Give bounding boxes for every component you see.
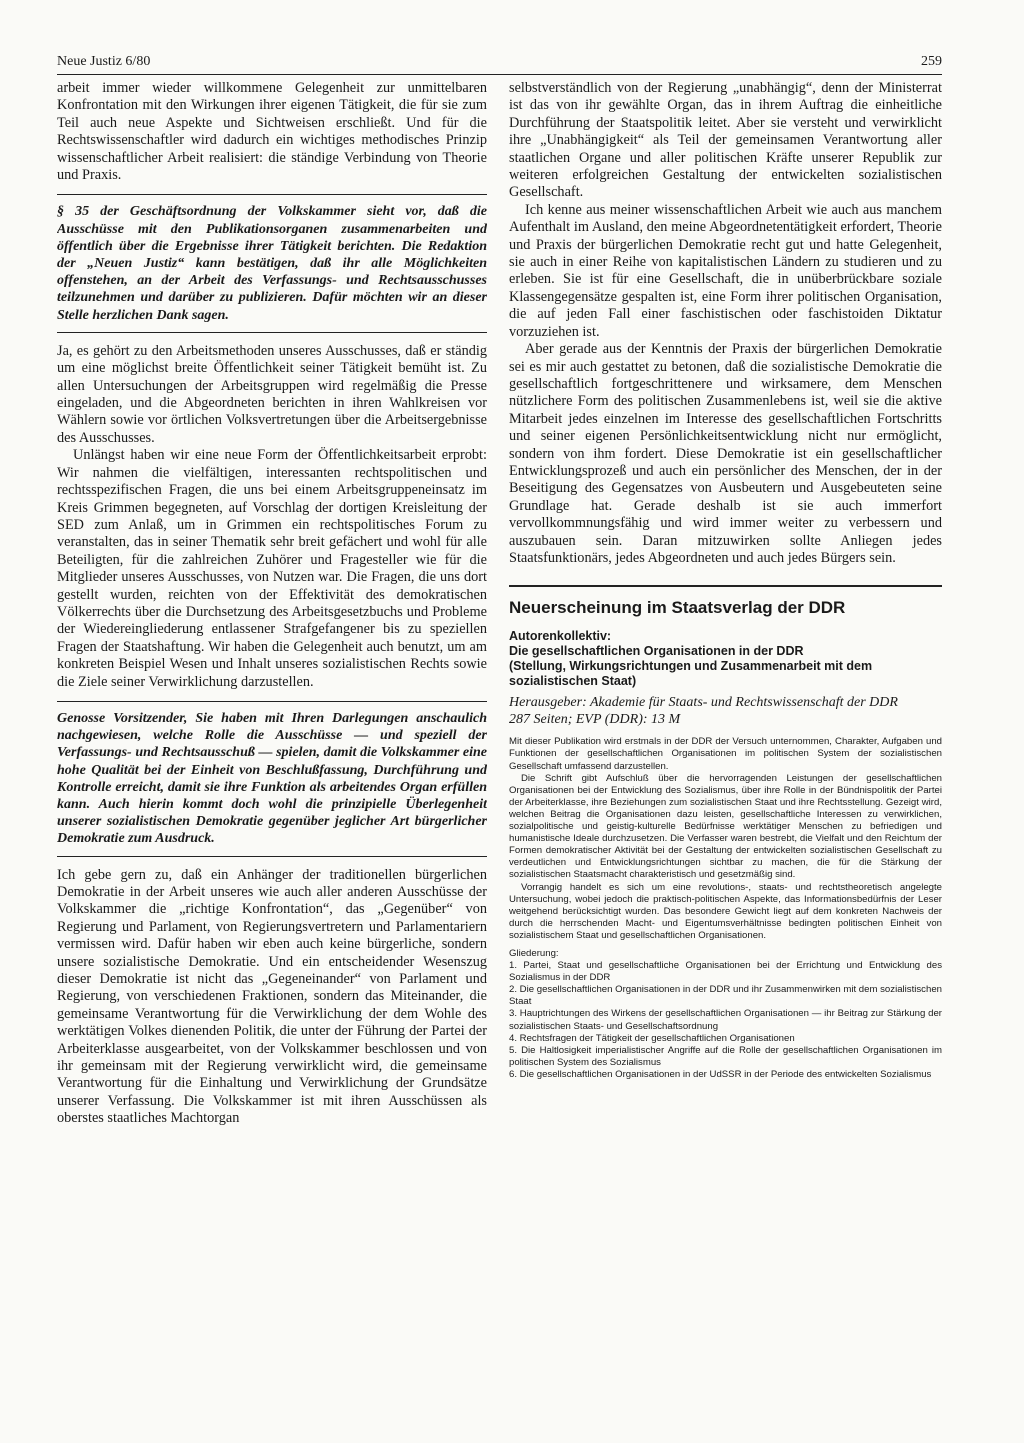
review-paragraph: Vorrangig handelt es sich um eine revolutions-, staats- und rechtstheoretisch angelegte Untersuchung, wobei jedoch die praktisch-politischen Aspekte, das Informationsbedürfnis der Leser weitgehend berücksichtigt wurden. Das besondere Gewicht liegt auf dem konkreten Nachweis der durch die herrschenden Macht- und Eigentumsverhältnisse bedingten politischen Einheit von sozialistischem Staat und gesellschaftlichen Organisationen. bbox=[509, 881, 942, 941]
review-paragraph: Mit dieser Publikation wird erstmals in der DDR der Versuch unternommen, Charakter, Aufgaben und Funktionen der gesellschaftlichen Organisationen im politischen System der sozialistischen Gesellschaft umfassend darzustellen. bbox=[509, 736, 942, 772]
publisher-text: Herausgeber: Akademie für Staats- und Rechtswissenschaft der DDR bbox=[509, 695, 898, 711]
book-review bbox=[509, 736, 942, 1081]
editorial-note-text: § 35 der Geschäftsordnung der Volkskammer sieht vor, daß die Ausschüsse mit den Publikationsorganen zusammenarbeiten und öffentlich über die Ergebnisse ihrer Tätigkeit berichten. Die Redaktion der „Neuen Justiz“ kann bestätigen, daß ihr alle Möglichkeiten offenstehen, an der Arbeit des Verfassungs- und Rechtsausschusses teilzunehmen und darüber zu publizieren. Dafür möchten wir an dieser Stelle herzlichen Dank sagen. bbox=[57, 204, 487, 323]
section-rule bbox=[509, 585, 942, 587]
toc-item: 6. Die gesellschaftlichen Organisationen in der UdSSR in der Periode des entwickelten Sozialismus bbox=[509, 1068, 932, 1080]
toc-item: 1. Partei, Staat und gesellschaftliche Organisationen bei der Errichtung und Entwicklung des Sozialismus in der DDR bbox=[509, 960, 942, 984]
left-column bbox=[57, 80, 487, 1353]
review-paragraph: Die Schrift gibt Aufschluß über die hervorragenden Leistungen der gesellschaftlichen Organisationen bei der Entwicklung des Sozialismus, über ihre Rolle in der Bündnispolitik der Partei der Arbeiterklasse, ihre Beziehungen zum sozialistischen Staat und ihre Rechtsstellung. Gezeigt wird, welchen Beitrag die Organisationen dazu leisten, gesellschaftliche Interessen zu verwirklichen, sozialpolitische und geistig-kulturelle Bedürfnisse werktätiger Menschen zu befriedigen und humanistische Ideale durchzusetzen. Die Verfasser waren bestrebt, die Vielfalt und den Reichtum der Formen demokratischer Aktivität bei der Gestaltung der entwickelten sozialistischen Gesellschaft zu verdeutlichen und Entwicklungsrichtungen sichtbar zu machen, die für die Stärkung der sozialistischen Staatsmacht charakteristisch und gesetzmäßig sind. bbox=[509, 772, 942, 881]
authors-label: Autorenkollektiv: bbox=[509, 629, 612, 644]
editorial-note bbox=[57, 194, 487, 332]
pages-price: 287 Seiten; EVP (DDR): 13 M bbox=[509, 711, 681, 727]
right-column bbox=[509, 80, 942, 1353]
paragraph: Unlängst haben wir eine neue Form der Öffentlichkeitsarbeit erprobt: Wir nahmen die vielfältigen, interessanten rechtspolitischen und rechtsspezifischen Fragen, die uns bei einem Arbeitsgruppeneinsatz im Kreis Grimmen begegneten, auf Vorschlag der dortigen Kreisleitung der SED zum Anlaß, um in Grimmen ein rechtspolitisches Forum zu veranstalten, das in seiner Thematik sehr breit gefächert und wohl für alle Beteiligten, für die zahlreichen Zuhörer und Fragesteller wie für die Mitglieder unseres Ausschusses, von Nutzen war. Die Fragen, die uns dort gestellt wurden, reichten von der Effektivität des demokratischen Völkerrechts über die Durchsetzung des Arbeitsgesetzbuchs und Probleme der Wiedereingliederung entlassener Strafgefangener bis zu speziellen Fragen der Staatshaftung. Wir haben die Gelegenheit auch benutzt, um am konkreten Beispiel Wesen und Inhalt unseres sozialistischen Rechts sowie die Ziele seiner Verwirklichung darzustellen. bbox=[57, 447, 487, 690]
paragraph: selbstverständlich von der Regierung „unabhängig“, denn der Ministerrat ist das von ihr gewählte Organ, das in ihrem Auftrag die einheitliche Durchführung der Staatspolitik leitet. Aber sie versteht und verwirklicht ihre „Unabhängigkeit“ als Teil der gemeinsamen Verantwortung aller staatlichen Organe und aller politischen Kräfte unserer Republik zur weiteren erfolgreichen Gestaltung der entwickelten sozialistischen Gesellschaft. bbox=[509, 80, 942, 201]
toc-item: 2. Die gesellschaftlichen Organisationen in der DDR und ihr Zusammenwirken mit dem sozialistischen Staat bbox=[509, 984, 942, 1008]
toc-label: Gliederung: bbox=[509, 947, 559, 959]
toc-item: 4. Rechtsfragen der Tätigkeit der gesellschaftlichen Organisationen bbox=[509, 1032, 795, 1044]
paragraph: arbeit immer wieder willkommene Gelegenheit zur unmittelbaren Konfrontation mit den Wirkungen ihrer eigenen Tätigkeit, die für sie zum Teil auch neue Aspekte und Sichtweisen erschließt. Und für die Rechtswissenschaftler wird dadurch ein wichtiges methodisches Prinzip wissenschaftlicher Arbeit realisiert: die ständige Verbindung von Theorie und Praxis. bbox=[57, 80, 487, 184]
book-publisher bbox=[509, 695, 942, 728]
book-title: Die gesellschaftlichen Organisationen in der DDR bbox=[509, 644, 804, 659]
paragraph: Aber gerade aus der Kenntnis der Praxis der bürgerlichen Demokratie sei es mir auch gestattet zu betonen, daß die sozialistische Demokratie die gesellschaftlich fortgeschrittenere und wirksamere, dem Menschen nützlichere Form des politischen Zusammenlebens ist, weil sie die aktive Mitarbeit jedes einzelnen im Interesse des gesellschaftlichen Fortschritts und seiner eigenen Persönlichkeitsentwicklung nicht nur ermöglicht, sondern von ihm fordert. Diese Demokratie ist ein gesellschaftlicher Entwicklungsprozeß und auch ein persönlicher des Menschen, der in der Beseitigung des Gegensatzes von Ausbeutern und Ausgebeuteten seine Grundlage hat. Gerade deshalb ist sie auch immerfort vervollkommnungsfähig und wird immer weiter zu verbessern und auszubauen sein. Daran mitzuwirken sollte Anliegen jedes Staatsfunktionärs, jedes Abgeordneten und auch jedes Bürgers sein. bbox=[509, 341, 942, 566]
journal-title: Neue Justiz 6/80 bbox=[57, 54, 151, 69]
toc-item: 3. Hauptrichtungen des Wirkens der gesellschaftlichen Organisationen — ihr Beitrag zur Stärkung der sozialistischen Staats- und Gesellschaftsordnung bbox=[509, 1008, 942, 1032]
book-authors bbox=[509, 629, 942, 689]
paragraph: Ja, es gehört zu den Arbeitsmethoden unseres Ausschusses, daß er ständig um eine möglichst breite Öffentlichkeit seiner Tätigkeit bemüht ist. Zu allen Untersuchungen der Arbeitsgruppen wird regelmäßig die Presse eingeladen, und die Abgeordneten berichten in ihren Wahlkreisen vor Wählern sowie vor örtlichen Volksvertretungen über die Arbeitsergebnisse des Ausschusses. bbox=[57, 342, 487, 446]
section-title: Neuerscheinung im Staatsverlag der DDR bbox=[509, 598, 846, 618]
interview-question bbox=[57, 701, 487, 857]
page-number: 259 bbox=[921, 54, 942, 69]
interview-question-text: Genosse Vorsitzender, Sie haben mit Ihren Darlegungen anschaulich nachgewiesen, welche Rolle die Ausschüsse — und speziell der Verfassungs- und Rechtsausschuß — spielen, damit die Volkskammer eine hohe Qualität bei der Einheit von Beschlußfassung, Durchführung und Kontrolle erreicht, damit sie ihre Funktion als arbeitendes Organ erfüllen kann. Auch hierin kommt doch wohl die prinzipielle Überlegenheit unserer sozialistischen Demokratie gegenüber jeglicher Art bürgerlicher Demokratie zum Ausdruck. bbox=[57, 710, 487, 847]
book-subtitle: (Stellung, Wirkungsrichtungen und Zusammenarbeit mit dem sozialistischen Staat) bbox=[509, 659, 873, 689]
page-header bbox=[57, 50, 942, 74]
paragraph: Ich gebe gern zu, daß ein Anhänger der traditionellen bürgerlichen Demokratie in der Arbeit unseres wie auch aller anderen Ausschüsse der Volkskammer die „richtige Konfrontation“, das „Gegenüber“ von Regierung und Parlament, von Regierungsvertretern und Parlamentariern vermissen wird. Dafür haben wir eben auch keine bürgerliche, sondern unsere sozialistische Demokratie. Und ein entscheidender Wesenszug dieser Demokratie ist nicht das „Gegeneinander“ von Parlament und Regierung, von verschiedenen Fraktionen, sondern das Miteinander, die gemeinsame Verantwortung für die Verwirklichung der dem Wohle des werktätigen Volkes dienenden Politik, die unter der Führung der Partei der Arbeiterklasse ausgearbeitet, von der Volkskammer beschlossen und von ihr gemeinsam mit der Regierung verwirklicht wird, die gemeinsame Verantwortung für die Einhaltung und Verwirklichung der Grundsätze unserer Verfassung. Die Volkskammer ist mit ihren Ausschüssen als oberstes staatliches Machtorgan bbox=[57, 866, 487, 1127]
paragraph: Ich kenne aus meiner wissenschaftlichen Arbeit wie auch aus manchem Aufenthalt im Ausland, den meine Abgeordnetentätigkeit erfordert, Theorie und Praxis der bürgerlichen Demokratie recht gut und hatte Gelegenheit, sie auch in einer Reihe von kapitalistischen Ländern zu studieren und zu erleben. Sie ist für eine Gesellschaft, die in unüberbrückbare soziale Klassengegensätze gespalten ist, eine Form ihrer politischen Organisation, die auf jeden Fall einer faschistischen oder faschistoiden Diktatur vorzuziehen ist. bbox=[509, 201, 942, 340]
header-rule bbox=[57, 74, 942, 75]
toc-item: 5. Die Haltlosigkeit imperialistischer Angriffe auf die Rolle der gesellschaftlichen Organisationen im politischen System des Sozialismus bbox=[509, 1044, 942, 1068]
table-of-contents bbox=[509, 960, 942, 1081]
